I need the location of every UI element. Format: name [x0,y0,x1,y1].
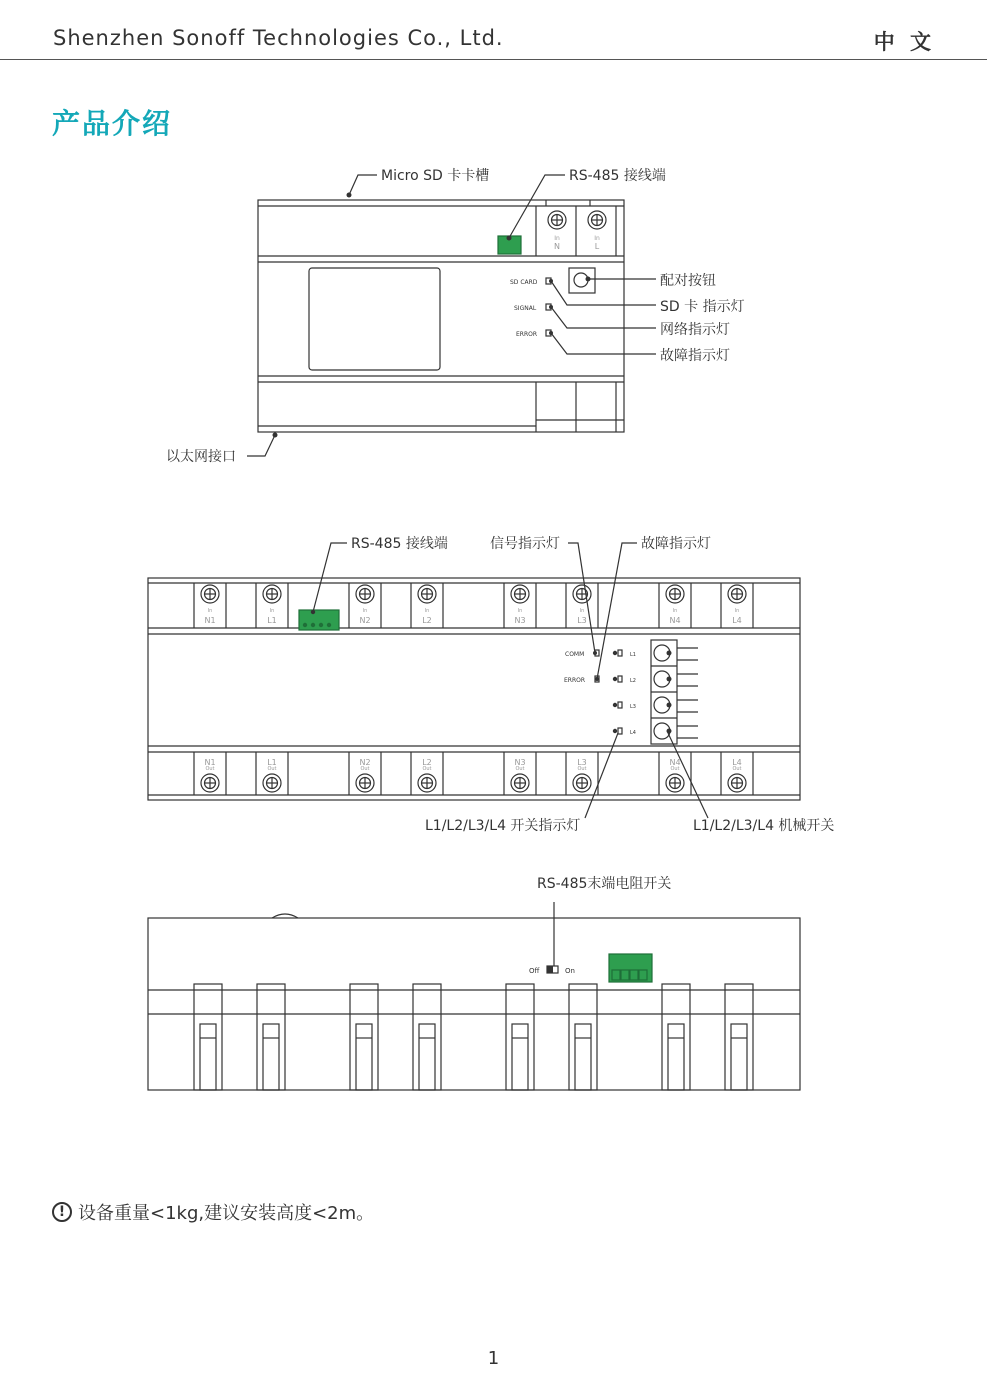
terminal-label: L1 [267,758,277,767]
screw-terminal-icon [511,774,529,792]
label-micro-sd: Micro SD 卡卡槽 [381,168,490,184]
device-text-out: Out [670,766,680,772]
device-text-sd-card: SD CARD [510,279,538,286]
language-label: 中 文 [873,30,935,54]
device-text-error: ERROR [516,331,538,338]
device-text-in: In [734,608,740,614]
label-pair-button: 配对按钮 [660,273,716,289]
label-ethernet: 以太网接口 [166,449,236,465]
device-text-l: L [594,242,600,251]
device-text-comm: COMM [565,651,585,658]
switch-on-label: On [565,967,575,975]
terminal-label: N2 [359,616,371,625]
screw-terminal-icon [263,585,281,603]
screw-terminal-icon [418,585,436,603]
label-mech-switch: L1/L2/L3/L4 机械开关 [693,818,835,834]
note-text: 设备重量<1kg,建议安装高度<2m。 [78,1203,375,1224]
label-rs485: RS-485 接线端 [569,168,666,184]
section-title: 产品介绍 [52,107,173,140]
terminal-label: N1 [204,758,216,767]
device-text-in: In [517,608,523,614]
device-text-out: Out [422,766,432,772]
label-signal-led: 信号指示灯 [490,536,560,552]
figure1-device [258,200,624,432]
terminal-label: L1 [267,616,277,625]
screw-terminal-icon [201,585,219,603]
screw-terminal-icon [356,774,374,792]
label-switch-led: L1/L2/L3/L4 开关指示灯 [425,818,581,834]
device-text-out: Out [732,766,742,772]
channel-label: L2 [630,678,636,684]
screw-terminal-icon [263,774,281,792]
terminal-resistor-switch[interactable] [547,966,553,973]
device-text-in: In [672,608,678,614]
terminal-label: L3 [577,758,587,767]
terminal-label: N4 [669,758,681,767]
device-text-in: In [362,608,368,614]
terminal-label: N2 [359,758,371,767]
switch-off-label: Off [529,967,540,975]
screw-terminal-icon [573,774,591,792]
terminal-label: L4 [732,758,742,767]
channel-label: L1 [630,652,636,658]
terminal-label: L4 [732,616,742,625]
screw-terminal-icon [666,585,684,603]
device-text-in: In [424,608,430,614]
label-fault-led: 故障指示灯 [660,348,730,364]
device-text-out: Out [205,766,215,772]
screw-terminal-icon [511,585,529,603]
terminal-label: N4 [669,616,681,625]
screw-terminal-icon [728,585,746,603]
company-name: Shenzhen Sonoff Technologies Co., Ltd. [53,26,504,50]
terminal-label: N3 [514,758,526,767]
screw-terminal-icon [201,774,219,792]
device-text-out: Out [515,766,525,772]
screw-terminal-icon [728,774,746,792]
figure3-device [148,902,800,1090]
figure2-device [148,578,800,800]
pair-button[interactable] [569,268,595,293]
device-text-in: In [579,608,585,614]
channel-label: L4 [630,730,636,736]
exclamation-circle-icon: ! [52,1202,72,1222]
terminal-label: N3 [514,616,526,625]
note [52,1199,374,1225]
screw-terminal-icon [573,585,591,603]
label-network-led: 网络指示灯 [660,322,730,338]
screw-terminal-icon [588,211,606,229]
figure1-leaders [247,175,656,456]
terminal-label: L2 [422,758,432,767]
terminal-label: L3 [577,616,587,625]
device-text-in: In [207,608,213,614]
device-text-in: In [594,235,600,242]
screw-terminal-icon [548,211,566,229]
channel-label: L3 [630,704,636,710]
device-text-n: N [554,242,560,251]
label-fault-led: 故障指示灯 [641,536,711,552]
label-sd-led: SD 卡 指示灯 [660,299,745,315]
terminal-label: N1 [204,616,216,625]
device-text-in: In [269,608,275,614]
terminal-label: L2 [422,616,432,625]
label-rs485: RS-485 接线端 [351,536,448,552]
device-text-error: ERROR [564,677,586,684]
device-text-signal: SIGNAL [514,305,537,312]
page-number: 1 [487,1348,500,1369]
device-text-out: Out [360,766,370,772]
screw-terminal-icon [356,585,374,603]
device-text-out: Out [267,766,277,772]
screw-terminal-icon [418,774,436,792]
screw-terminal-icon [666,774,684,792]
device-text-out: Out [577,766,587,772]
label-terminal-switch: RS-485末端电阻开关 [537,876,672,892]
device-text-in: In [554,235,560,242]
